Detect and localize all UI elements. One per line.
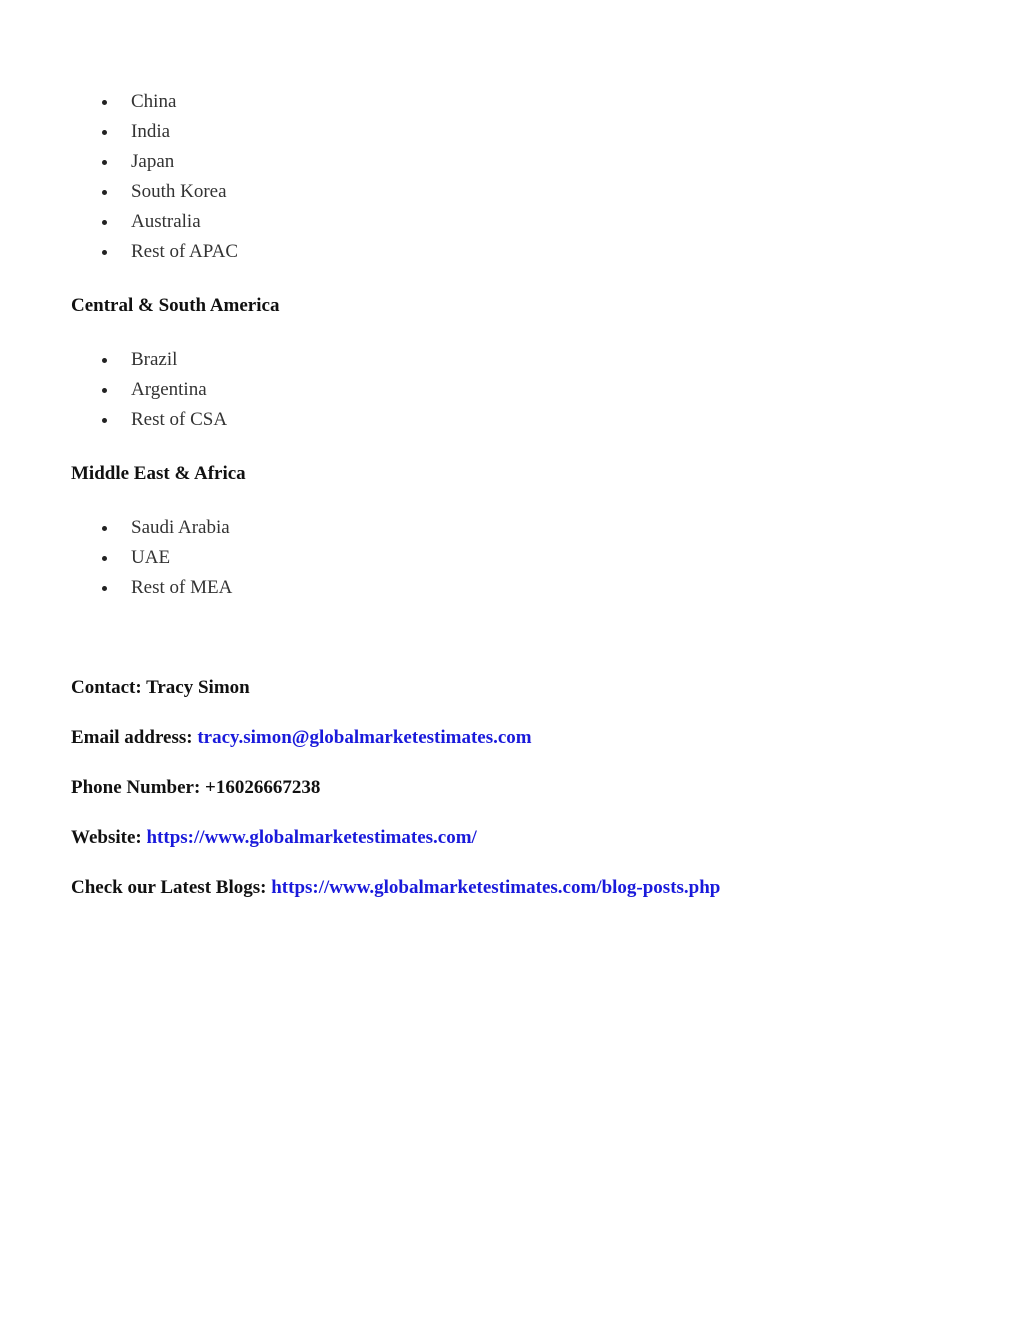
csa-heading: Central & South America: [71, 295, 280, 316]
list-item-label: UAE: [131, 547, 171, 568]
list-item-label: Saudi Arabia: [131, 517, 230, 538]
bullet-icon: [102, 358, 107, 363]
bullet-icon: [102, 418, 107, 423]
list-item-label: China: [131, 91, 177, 112]
bullet-icon: [102, 190, 107, 195]
list-item-label: Rest of CSA: [131, 409, 228, 430]
website-label: Website:: [71, 827, 147, 848]
blogs-label: Check our Latest Blogs:: [71, 877, 272, 898]
mea-heading: Middle East & Africa: [71, 463, 246, 484]
contact-name-line: Contact: Tracy Simon: [71, 677, 250, 698]
phone-line: Phone Number: +16026667238: [71, 777, 321, 798]
bullet-icon: [102, 526, 107, 531]
list-item-label: Japan: [131, 151, 175, 172]
list-item-label: Australia: [131, 211, 201, 232]
list-item-label: Rest of MEA: [131, 577, 233, 598]
list-item-label: Argentina: [131, 379, 207, 400]
list-item-label: South Korea: [131, 181, 227, 202]
bullet-icon: [102, 130, 107, 135]
bullet-icon: [102, 586, 107, 591]
bullet-icon: [102, 100, 107, 105]
email-line: [71, 726, 532, 750]
list-item-label: India: [131, 121, 171, 142]
bullet-icon: [102, 220, 107, 225]
list-item-label: Brazil: [131, 349, 178, 370]
bullet-icon: [102, 388, 107, 393]
website-line: [71, 826, 477, 850]
blogs-link[interactable]: https://www.globalmarketestimates.com/blog-posts.php: [271, 877, 721, 898]
email-label: Email address:: [71, 727, 198, 748]
bullet-icon: [102, 160, 107, 165]
bullet-icon: [102, 556, 107, 561]
website-link[interactable]: https://www.globalmarketestimates.com/: [146, 827, 477, 848]
blogs-line: [71, 876, 720, 900]
list-item-label: Rest of APAC: [131, 241, 238, 262]
bullet-icon: [102, 250, 107, 255]
email-link[interactable]: tracy.simon@globalmarketestimates.com: [197, 727, 532, 748]
